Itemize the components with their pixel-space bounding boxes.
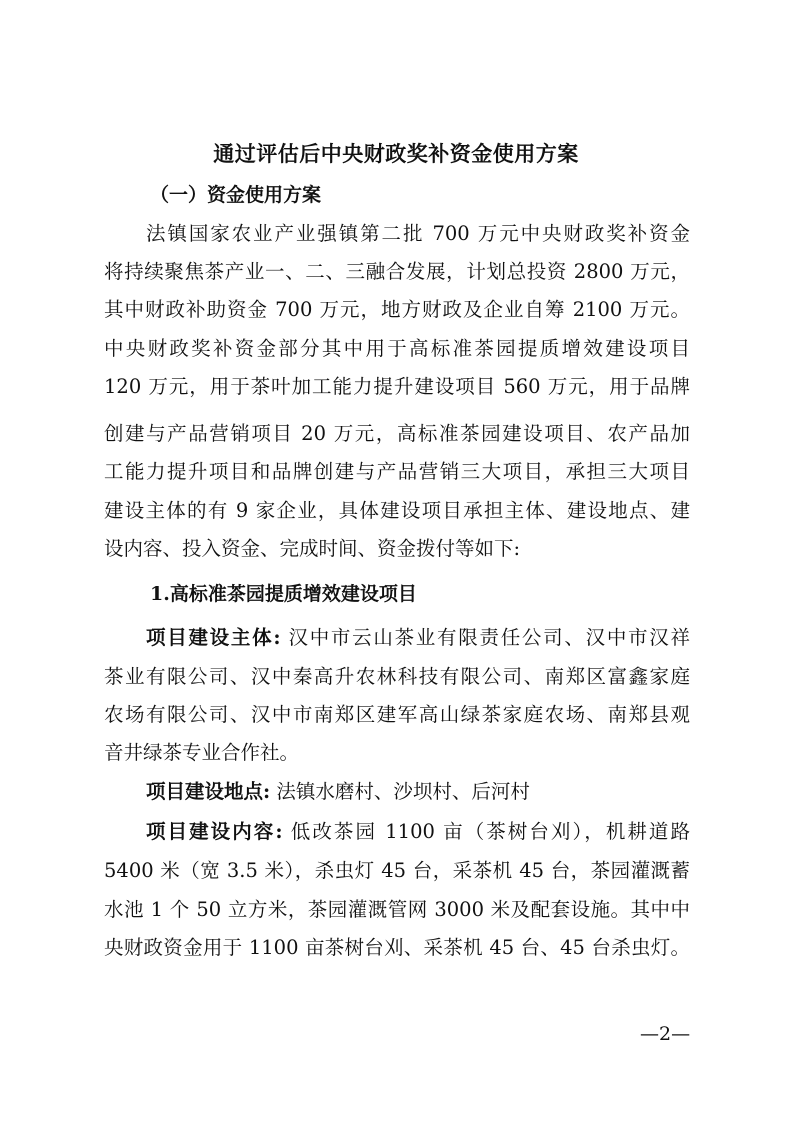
paragraph-line: 农场有限公司、汉中市南郑区建军高山绿茶家庭农场、南郑县观 xyxy=(104,703,690,726)
page-number: —2— xyxy=(640,1023,691,1045)
paragraph-line: 创建与产品营销项目 20 万元，高标准茶园建设项目、农产品加 xyxy=(104,422,690,445)
section-heading: （一）资金使用方案 xyxy=(150,184,322,206)
project-content-label: 项目建设内容: xyxy=(146,820,283,843)
paragraph-line xyxy=(146,776,690,804)
paragraph-line: 法镇国家农业产业强镇第二批 700 万元中央财政奖补资金 xyxy=(146,222,690,245)
paragraph-line xyxy=(146,622,690,650)
paragraph-line: 中央财政奖补资金部分其中用于高标准茶园提质增效建设项目 xyxy=(104,337,690,360)
document-title: 通过评估后中央财政奖补资金使用方案 xyxy=(213,141,579,166)
project-entity-text: 汉中市云山茶业有限责任公司、汉中市汉祥 xyxy=(280,626,690,649)
paragraph-line: 120 万元，用于茶叶加工能力提升建设项目 560 万元，用于品牌 xyxy=(104,375,690,398)
paragraph-line xyxy=(146,816,690,844)
paragraph-line: 茶业有限公司、汉中秦高升农林科技有限公司、南郑区富鑫家庭 xyxy=(104,665,690,688)
paragraph-line: 5400 米（宽 3.5 米），杀虫灯 45 台，采茶机 45 台，茶园灌溉蓄 xyxy=(104,859,690,882)
paragraph-line: 其中财政补助资金 700 万元，地方财政及企业自筹 2100 万元。 xyxy=(104,298,690,321)
paragraph-line: 将持续聚焦茶产业一、二、三融合发展，计划总投资 2800 万元， xyxy=(104,260,690,283)
project-location-label: 项目建设地点: xyxy=(146,780,271,803)
paragraph-line: 工能力提升项目和品牌创建与产品营销三大项目，承担三大项目 xyxy=(104,460,690,483)
subsection-heading: 1.高标准茶园提质增效建设项目 xyxy=(150,583,417,605)
project-location-text: 法镇水磨村、沙坝村、后河村 xyxy=(270,780,530,803)
paragraph-line: 音井绿茶专业合作社。 xyxy=(104,741,300,764)
paragraph-line: 央财政资金用于 1100 亩茶树台刈、采茶机 45 台、45 台杀虫灯。 xyxy=(104,936,690,959)
paragraph-line: 设内容、投入资金、完成时间、资金拨付等如下: xyxy=(104,537,521,560)
project-entity-label: 项目建设主体: xyxy=(146,626,281,649)
paragraph-line: 水池 1 个 50 立方米，茶园灌溉管网 3000 米及配套设施。其中中 xyxy=(104,898,690,921)
paragraph-line: 建设主体的有 9 家企业，具体建设项目承担主体、建设地点、建 xyxy=(104,499,690,522)
project-content-text: 低改茶园 1100 亩（茶树台刈），机耕道路 xyxy=(282,820,690,843)
